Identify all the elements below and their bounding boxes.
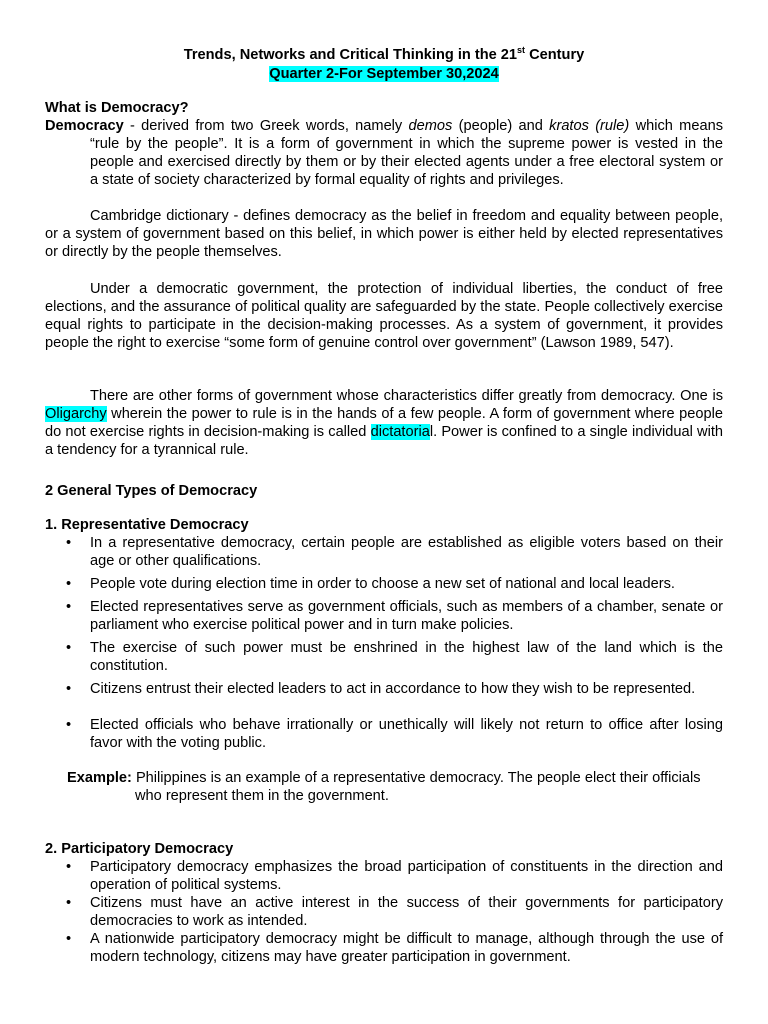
bullet-icon: •: [66, 599, 72, 615]
subtitle-highlighted: Quarter 2-For September 30,2024: [269, 66, 499, 82]
dictatorial-highlight: dictatoria: [370, 424, 430, 440]
list-item: [45, 598, 723, 634]
example-text: [67, 769, 722, 787]
bullet-icon: •: [66, 895, 72, 911]
paragraph-text: There are other forms of government whose characteristics differ greatly from democracy. One is: [90, 388, 723, 404]
list-item-text: The exercise of such power must be enshrined in the highest law of the land which is the constitution.: [90, 640, 723, 674]
participatory-section: [45, 840, 723, 966]
bullet-icon: •: [66, 576, 72, 592]
title-superscript: st: [517, 45, 526, 56]
list-item: [45, 858, 723, 894]
list-item: [45, 639, 723, 675]
list-item-text: Citizens must have an active interest in the success of their governments for participatory democracies to work as intended.: [90, 895, 723, 929]
document-title: [0, 46, 768, 64]
types-heading: [45, 482, 723, 500]
what-is-democracy-section: [45, 99, 723, 189]
list-item-text: In a representative democracy, certain people are established as eligible voters based on their age or other qualifications.: [90, 535, 723, 569]
definition-text: (people) and: [452, 118, 550, 134]
under-democratic-paragraph: Under a democratic government, the protection of individual liberties, the conduct of free elections, and the assurance of political quality are safeguarded by the state. People collectively exercise equal rights to participate in the decision-making processes. As a system of government, it provides people the right to exercise “some form of genuine control over government” (Lawson 1989, 547).: [45, 281, 723, 351]
list-item: [45, 894, 723, 930]
democracy-definition: [45, 117, 723, 189]
bullet-icon: •: [66, 535, 72, 551]
paragraph-text: l. Power is confined to a single individual with a tendency for a tyrannical rule.: [45, 424, 723, 458]
paragraph-text: wherein the power to rule is in the hands of a few people. A form of government where people do not exercise rights in decision-making is called: [45, 406, 723, 440]
oligarchy-highlight: Oligarchy: [45, 406, 107, 422]
list-item-text: Elected officials who behave irrationally or unethically will likely not return to office after losing favor with the voting public.: [90, 717, 723, 751]
example-body: Philippines is an example of a representative democracy. The people elect their officials: [131, 770, 701, 786]
participatory-list: [45, 858, 723, 966]
list-item: [45, 930, 723, 966]
bullet-icon: •: [66, 681, 72, 697]
participatory-heading: 2. Participatory Democracy: [45, 841, 234, 857]
list-item-text: Participatory democracy emphasizes the broad participation of constituents in the direction and operation of political systems.: [90, 859, 723, 893]
other-forms-paragraph: [45, 387, 723, 459]
list-item: [45, 716, 723, 752]
section-heading-what-is: What is Democracy?: [45, 100, 189, 116]
example-continuation: who represent them in the government.: [135, 788, 389, 804]
example-label: Example:: [67, 770, 132, 786]
representative-list: [45, 534, 723, 752]
example-block: [67, 769, 722, 805]
definition-term: Democracy: [45, 118, 124, 134]
bullet-icon: •: [66, 859, 72, 875]
title-text: Trends, Networks and Critical Thinking in the 21: [183, 47, 518, 63]
representative-heading: 1. Representative Democracy: [45, 517, 249, 533]
definition-kratos: kratos (rule): [549, 118, 630, 134]
title-text-end: Century: [525, 47, 585, 63]
document-subtitle: [0, 65, 768, 83]
definition-demos: demos: [408, 118, 453, 134]
definition-text: which means “rule by the people”. It is a form of government in which the supreme power is vested in the people and exercised directly by them or by their elected agents under a free electoral system or a state of society characterized by formal equality of rights and privileges.: [90, 118, 723, 188]
representative-section: [45, 516, 723, 752]
bullet-icon: •: [66, 717, 72, 733]
types-heading-text: 2 General Types of Democracy: [45, 483, 258, 499]
list-item-text: Elected representatives serve as government officials, such as members of a chamber, senate or parliament who exercise political power and in turn make policies.: [90, 599, 723, 633]
bullet-icon: •: [66, 640, 72, 656]
bullet-icon: •: [66, 931, 72, 947]
definition-text: - derived from two Greek words, namely: [123, 118, 409, 134]
list-item: [45, 575, 723, 593]
list-item-text: A nationwide participatory democracy might be difficult to manage, although through the use of modern technology, citizens may have greater participation in government.: [90, 931, 723, 965]
list-item: [45, 534, 723, 570]
cambridge-paragraph: Cambridge dictionary - defines democracy as the belief in freedom and equality between people, or a system of government based on this belief, in which power is either held by elected representatives or directly by the people themselves.: [45, 208, 723, 260]
list-item-text: People vote during election time in order to choose a new set of national and local leaders.: [90, 576, 675, 592]
list-item: [45, 680, 723, 698]
list-item-text: Citizens entrust their elected leaders to act in accordance to how they wish to be represented.: [90, 681, 696, 697]
